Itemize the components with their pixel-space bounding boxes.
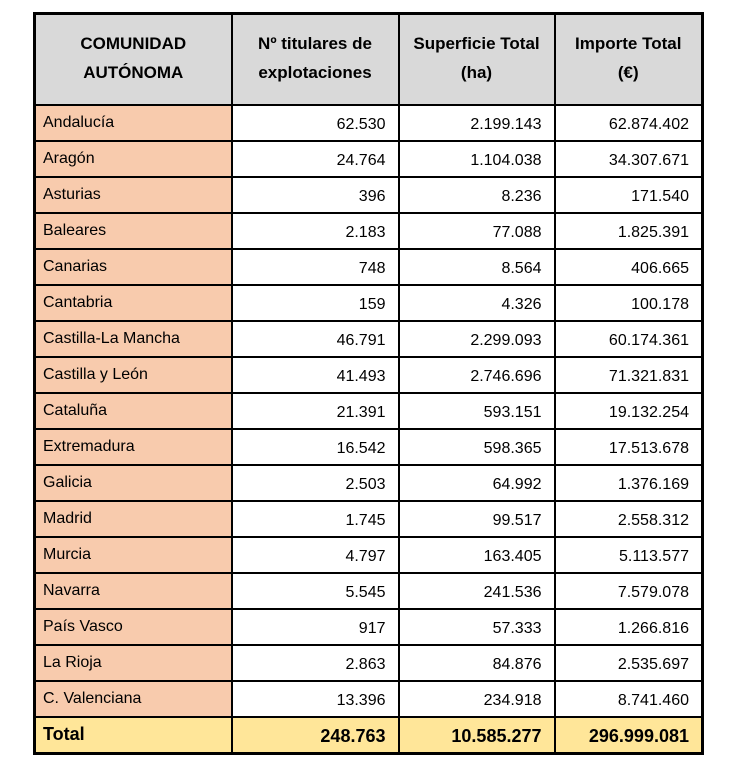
superficie-cell: 99.517 <box>399 501 555 537</box>
column-header-line1: Superficie Total <box>413 34 540 54</box>
table-row <box>35 501 703 537</box>
superficie-cell: 4.326 <box>399 285 555 321</box>
titulares-cell: 159 <box>232 285 399 321</box>
table-row <box>35 141 703 177</box>
community-cell: Madrid <box>35 501 232 537</box>
community-cell: Baleares <box>35 213 232 249</box>
superficie-cell: 2.299.093 <box>399 321 555 357</box>
titulares-cell: 41.493 <box>232 357 399 393</box>
table-header <box>35 14 703 105</box>
superficie-cell: 163.405 <box>399 537 555 573</box>
community-cell: Castilla y León <box>35 357 232 393</box>
importe-cell: 71.321.831 <box>555 357 703 393</box>
subsidies-table <box>33 12 704 755</box>
superficie-cell: 593.151 <box>399 393 555 429</box>
community-cell: Navarra <box>35 573 232 609</box>
table-row <box>35 321 703 357</box>
importe-cell: 406.665 <box>555 249 703 285</box>
importe-cell: 5.113.577 <box>555 537 703 573</box>
community-cell: Galicia <box>35 465 232 501</box>
importe-cell: 100.178 <box>555 285 703 321</box>
importe-cell: 34.307.671 <box>555 141 703 177</box>
table-row <box>35 393 703 429</box>
titulares-cell: 5.545 <box>232 573 399 609</box>
titulares-cell: 62.530 <box>232 105 399 141</box>
titulares-cell: 2.503 <box>232 465 399 501</box>
importe-cell: 1.825.391 <box>555 213 703 249</box>
table-row <box>35 465 703 501</box>
table-row <box>35 285 703 321</box>
community-cell: Canarias <box>35 249 232 285</box>
superficie-cell: 234.918 <box>399 681 555 717</box>
importe-cell: 19.132.254 <box>555 393 703 429</box>
importe-cell: 171.540 <box>555 177 703 213</box>
table-body <box>35 105 703 717</box>
total-titulares-cell: 248.763 <box>232 717 399 754</box>
total-superficie-cell: 10.585.277 <box>399 717 555 754</box>
table-row <box>35 681 703 717</box>
community-cell: Cantabria <box>35 285 232 321</box>
community-cell: Andalucía <box>35 105 232 141</box>
total-row <box>35 717 703 754</box>
column-header-line2: (ha) <box>460 63 493 83</box>
superficie-cell: 241.536 <box>399 573 555 609</box>
importe-cell: 17.513.678 <box>555 429 703 465</box>
titulares-cell: 13.396 <box>232 681 399 717</box>
community-cell: La Rioja <box>35 645 232 681</box>
column-header-titulares <box>232 14 399 105</box>
superficie-cell: 77.088 <box>399 213 555 249</box>
column-header-line2: (€) <box>617 63 639 83</box>
header-row <box>35 14 703 105</box>
community-cell: Cataluña <box>35 393 232 429</box>
table-row <box>35 429 703 465</box>
table-row <box>35 573 703 609</box>
superficie-cell: 8.236 <box>399 177 555 213</box>
community-cell: Castilla-La Mancha <box>35 321 232 357</box>
superficie-cell: 2.199.143 <box>399 105 555 141</box>
titulares-cell: 1.745 <box>232 501 399 537</box>
titulares-cell: 46.791 <box>232 321 399 357</box>
table-row <box>35 609 703 645</box>
importe-cell: 1.266.816 <box>555 609 703 645</box>
table-row <box>35 249 703 285</box>
superficie-cell: 84.876 <box>399 645 555 681</box>
total-label-cell: Total <box>35 717 232 754</box>
column-header-line2: AUTÓNOMA <box>83 63 184 83</box>
column-header-line1: COMUNIDAD <box>80 34 187 54</box>
column-header-line1: Importe Total <box>575 34 682 54</box>
table-row <box>35 177 703 213</box>
titulares-cell: 4.797 <box>232 537 399 573</box>
community-cell: País Vasco <box>35 609 232 645</box>
titulares-cell: 748 <box>232 249 399 285</box>
table-row <box>35 537 703 573</box>
titulares-cell: 2.183 <box>232 213 399 249</box>
importe-cell: 8.741.460 <box>555 681 703 717</box>
community-cell: Asturias <box>35 177 232 213</box>
superficie-cell: 8.564 <box>399 249 555 285</box>
table-footer <box>35 717 703 754</box>
column-header-line2: explotaciones <box>258 63 372 83</box>
total-importe-cell: 296.999.081 <box>555 717 703 754</box>
titulares-cell: 24.764 <box>232 141 399 177</box>
titulares-cell: 21.391 <box>232 393 399 429</box>
table-row <box>35 105 703 141</box>
column-header-line1: Nº titulares de <box>258 34 372 54</box>
titulares-cell: 16.542 <box>232 429 399 465</box>
superficie-cell: 64.992 <box>399 465 555 501</box>
column-header-importe <box>555 14 703 105</box>
importe-cell: 2.558.312 <box>555 501 703 537</box>
column-header-comunidad <box>35 14 232 105</box>
superficie-cell: 57.333 <box>399 609 555 645</box>
community-cell: Murcia <box>35 537 232 573</box>
superficie-cell: 1.104.038 <box>399 141 555 177</box>
importe-cell: 1.376.169 <box>555 465 703 501</box>
community-cell: Aragón <box>35 141 232 177</box>
titulares-cell: 2.863 <box>232 645 399 681</box>
community-cell: Extremadura <box>35 429 232 465</box>
titulares-cell: 917 <box>232 609 399 645</box>
superficie-cell: 2.746.696 <box>399 357 555 393</box>
titulares-cell: 396 <box>232 177 399 213</box>
community-cell: C. Valenciana <box>35 681 232 717</box>
importe-cell: 62.874.402 <box>555 105 703 141</box>
table-row <box>35 213 703 249</box>
importe-cell: 7.579.078 <box>555 573 703 609</box>
importe-cell: 2.535.697 <box>555 645 703 681</box>
column-header-superficie <box>399 14 555 105</box>
table-row <box>35 357 703 393</box>
importe-cell: 60.174.361 <box>555 321 703 357</box>
table-row <box>35 645 703 681</box>
superficie-cell: 598.365 <box>399 429 555 465</box>
